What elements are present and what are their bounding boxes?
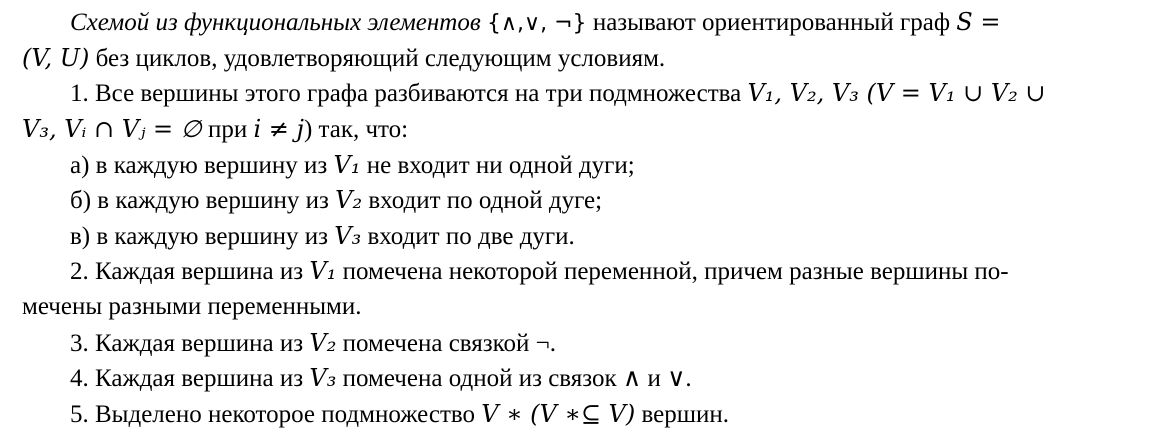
item-3-pre: 3. Каждая вершина из	[70, 330, 310, 357]
item-1-line-1	[70, 75, 1046, 111]
defined-term: Схемой из функциональных элементов	[70, 9, 481, 36]
sub-item-a	[70, 147, 635, 183]
definition-continuation: без циклов, удовлетворяющий следующим условиям.	[89, 45, 666, 72]
sub-item-c-var: V₃	[334, 222, 362, 250]
sub-item-c-pre: в) в каждую вершину из	[70, 223, 335, 250]
graph-variable: S	[956, 8, 973, 36]
item-5	[70, 396, 729, 432]
sub-item-c	[70, 218, 575, 254]
item-1-when: при	[201, 116, 254, 143]
sub-item-c-post: входит по две дуги.	[361, 223, 575, 250]
item-2-post: помечена некоторой переменной, причем разные вершины по-	[336, 258, 1009, 285]
item-1-text: 1. Все вершины этого графа разбиваются на три подмножества	[70, 80, 748, 107]
definition-line-1	[70, 4, 1000, 40]
sub-item-b	[70, 182, 602, 218]
item-2-line-1	[70, 253, 1009, 289]
equals-sign: =	[972, 8, 1001, 36]
item-2-var: V₁	[309, 257, 337, 285]
sub-item-b-var: V₂	[335, 186, 363, 214]
sub-item-b-pre: б) в каждую вершину из	[70, 187, 336, 214]
item-4	[70, 360, 692, 396]
item-5-pre: 5. Выделено некоторое подмножество	[70, 401, 482, 428]
item-1-line-2	[22, 111, 408, 147]
item-4-var: V₃	[309, 364, 337, 392]
item-1-disjoint: V₃, Vᵢ ∩ Vⱼ = ∅	[22, 115, 202, 143]
sub-item-a-post: не входит ни одной дуги;	[360, 152, 635, 179]
definition-line-2	[22, 40, 665, 76]
item-4-pre: 4. Каждая вершина из	[70, 365, 310, 392]
item-2-line-2	[22, 289, 361, 325]
sub-item-a-pre: а) в каждую вершину из	[70, 152, 334, 179]
item-2-pre: 2. Каждая вершина из	[70, 258, 310, 285]
operation-set: {∧,∨, ¬}	[486, 11, 587, 36]
sub-item-a-var: V₁	[333, 151, 361, 179]
item-1-sets: V₁, V₂, V₃	[747, 79, 859, 107]
definition-text: называют ориентированный граф	[586, 9, 957, 36]
item-5-post: вершин.	[635, 401, 730, 428]
item-5-math: V ∗ (V ∗⊆ V)	[481, 400, 636, 428]
item-4-post: помечена одной из связок ∧ и ∨.	[336, 365, 692, 392]
graph-pair: (V, U)	[22, 44, 90, 72]
item-3-var: V₂	[309, 329, 337, 357]
item-3-post: помечена связкой ¬.	[336, 330, 557, 357]
item-3	[70, 325, 556, 361]
sub-item-b-post: входит по одной дуге;	[362, 187, 603, 214]
item-2-cont: мечены разными переменными.	[22, 293, 362, 320]
item-1-union: (V = V₁ ∪ V₂ ∪	[858, 79, 1046, 107]
item-1-condition: i ≠ j	[253, 115, 304, 143]
item-1-tail: ) так, что:	[303, 116, 409, 143]
